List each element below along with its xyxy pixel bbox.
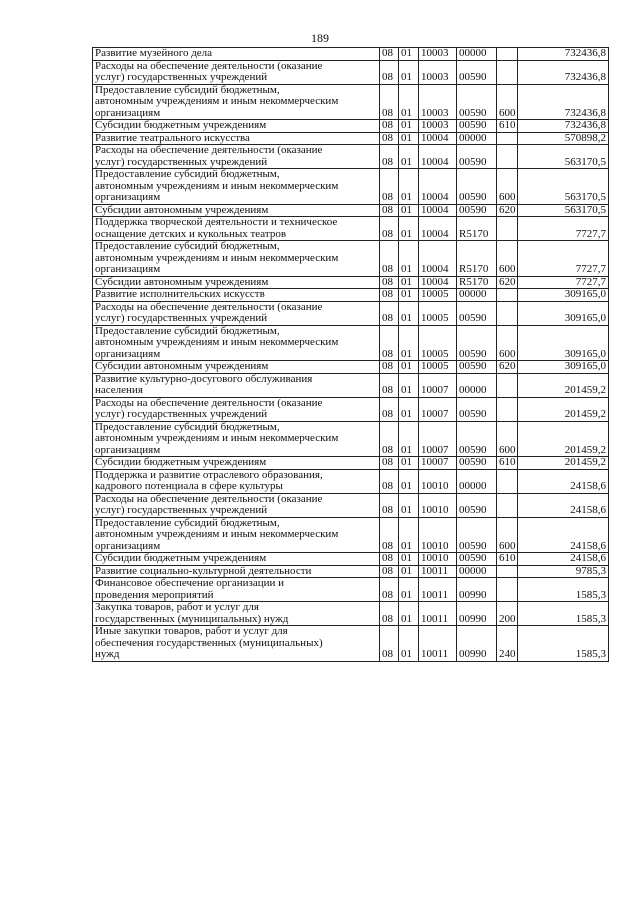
expense-type-code-cell: 620 [497, 204, 518, 217]
expense-name-cell [93, 289, 380, 302]
expense-name-line: организациям [95, 107, 161, 119]
target-article-direction-cell: 00990 [457, 578, 497, 602]
expense-type-code-cell: 620 [497, 276, 518, 289]
expense-type-code-cell [497, 397, 518, 421]
amount-cell: 1585,3 [518, 626, 609, 662]
expense-name-line: организациям [95, 348, 161, 360]
expense-name-line: Развитие культурно-досугового обслуживания [95, 373, 313, 385]
target-article-program-cell: 10004 [419, 132, 457, 145]
target-article-direction-cell: R5170 [457, 241, 497, 277]
target-article-direction-cell: 00590 [457, 517, 497, 553]
expense-name-line: автономным учреждениям и иным некоммерческим [95, 180, 339, 192]
expense-name-line: Расходы на обеспечение деятельности (оказание [95, 397, 323, 409]
table-row [93, 169, 609, 205]
section-code-cell: 08 [380, 120, 399, 133]
target-article-direction-cell: 00590 [457, 397, 497, 421]
section-code-cell: 08 [380, 60, 399, 84]
expense-type-code-cell: 600 [497, 169, 518, 205]
table-row [93, 301, 609, 325]
expense-name-cell [93, 565, 380, 578]
subsection-code-cell: 01 [399, 301, 419, 325]
section-code-cell: 08 [380, 301, 399, 325]
target-article-direction-cell: 00590 [457, 553, 497, 566]
expense-name-line: Субсидии автономным учреждениям [95, 276, 269, 288]
expense-name-line: автономным учреждениям и иным некоммерческим [95, 252, 339, 264]
target-article-program-cell: 10003 [419, 60, 457, 84]
expense-name-line: автономным учреждениям и иным некоммерческим [95, 529, 339, 540]
section-code-cell: 08 [380, 204, 399, 217]
amount-cell: 732436,8 [518, 84, 609, 120]
target-article-direction-cell: 00000 [457, 289, 497, 302]
table-row [93, 517, 609, 553]
target-article-direction-cell: 00000 [457, 132, 497, 145]
target-article-program-cell: 10010 [419, 469, 457, 493]
target-article-direction-cell: 00000 [457, 373, 497, 397]
section-code-cell: 08 [380, 469, 399, 493]
expense-name-cell [93, 169, 380, 205]
target-article-direction-cell: 00990 [457, 602, 497, 626]
table-row [93, 48, 609, 61]
table-row [93, 457, 609, 470]
target-article-direction-cell: 00590 [457, 84, 497, 120]
expense-name-cell [93, 361, 380, 374]
expense-name-cell [93, 301, 380, 325]
table-row [93, 120, 609, 133]
table-row [93, 241, 609, 277]
expense-name-line: Субсидии автономным учреждениям [95, 361, 269, 372]
expense-name-cell [93, 276, 380, 289]
expense-name-line: организациям [95, 192, 161, 203]
expense-name-line: Предоставление субсидий бюджетным, [95, 84, 280, 96]
expense-type-code-cell [497, 469, 518, 493]
expense-name-line: услуг) государственных учреждений [95, 505, 268, 516]
subsection-code-cell: 01 [399, 361, 419, 374]
expense-type-code-cell [497, 565, 518, 578]
table-row [93, 565, 609, 578]
target-article-program-cell: 10007 [419, 373, 457, 397]
expense-name-cell [93, 217, 380, 241]
subsection-code-cell: 01 [399, 120, 419, 133]
expense-name-line: Расходы на обеспечение деятельности (оказание [95, 493, 323, 505]
target-article-program-cell: 10010 [419, 553, 457, 566]
target-article-program-cell: 10005 [419, 289, 457, 302]
expense-name-cell [93, 626, 380, 662]
target-article-program-cell: 10007 [419, 457, 457, 470]
target-article-program-cell: 10010 [419, 517, 457, 553]
table-row [93, 493, 609, 517]
target-article-program-cell: 10004 [419, 276, 457, 289]
amount-cell: 201459,2 [518, 373, 609, 397]
target-article-program-cell: 10003 [419, 120, 457, 133]
table-row [93, 217, 609, 241]
expense-type-code-cell: 200 [497, 602, 518, 626]
target-article-program-cell: 10004 [419, 204, 457, 217]
target-article-program-cell: 10004 [419, 145, 457, 169]
subsection-code-cell: 01 [399, 626, 419, 662]
section-code-cell: 08 [380, 373, 399, 397]
expense-type-code-cell: 240 [497, 626, 518, 662]
target-article-program-cell: 10005 [419, 301, 457, 325]
amount-cell: 732436,8 [518, 48, 609, 61]
expense-type-code-cell: 610 [497, 120, 518, 133]
table-row [93, 373, 609, 397]
expense-name-cell [93, 397, 380, 421]
expense-type-code-cell [497, 132, 518, 145]
expense-name-line: услуг) государственных учреждений [95, 313, 268, 324]
subsection-code-cell: 01 [399, 276, 419, 289]
amount-cell: 570898,2 [518, 132, 609, 145]
expense-name-cell [93, 553, 380, 566]
amount-cell: 201459,2 [518, 457, 609, 470]
expense-name-cell [93, 602, 380, 626]
expense-name-cell [93, 493, 380, 517]
expense-type-code-cell [497, 145, 518, 169]
target-article-direction-cell: 00000 [457, 565, 497, 578]
expense-name-line: Субсидии автономным учреждениям [95, 204, 269, 216]
table-row [93, 204, 609, 217]
expense-name-line: Поддержка творческой деятельности и техническое [95, 217, 338, 228]
target-article-direction-cell: 00590 [457, 204, 497, 217]
expense-name-line: Расходы на обеспечение деятельности (оказание [95, 301, 323, 313]
amount-cell: 563170,5 [518, 204, 609, 217]
expense-name-cell [93, 421, 380, 457]
target-article-direction-cell: 00590 [457, 493, 497, 517]
expense-name-line: оснащение детских и кукольных театров [95, 228, 287, 240]
expense-name-line: Развитие исполнительских искусств [95, 289, 265, 300]
expense-name-cell [93, 204, 380, 217]
expense-name-line: Иные закупки товаров, работ и услуг для [95, 626, 288, 637]
amount-cell: 24158,6 [518, 469, 609, 493]
target-article-direction-cell: 00590 [457, 120, 497, 133]
subsection-code-cell: 01 [399, 169, 419, 205]
expense-name-line: Предоставление субсидий бюджетным, [95, 421, 280, 433]
subsection-code-cell: 01 [399, 469, 419, 493]
amount-cell: 309165,0 [518, 325, 609, 361]
expense-name-line: Предоставление субсидий бюджетным, [95, 169, 280, 180]
table-row [93, 325, 609, 361]
expense-name-cell [93, 84, 380, 120]
section-code-cell: 08 [380, 397, 399, 421]
table-row [93, 421, 609, 457]
target-article-direction-cell: 00590 [457, 361, 497, 374]
expense-name-line: Предоставление субсидий бюджетным, [95, 325, 280, 337]
target-article-direction-cell: R5170 [457, 276, 497, 289]
expense-name-cell [93, 469, 380, 493]
subsection-code-cell: 01 [399, 132, 419, 145]
expense-name-line: нужд [95, 649, 120, 660]
amount-cell: 1585,3 [518, 602, 609, 626]
expense-type-code-cell [497, 217, 518, 241]
amount-cell: 309165,0 [518, 301, 609, 325]
table-row [93, 361, 609, 374]
expense-name-line: населения [95, 385, 143, 396]
expense-name-line: Поддержка и развитие отраслевого образования, [95, 469, 323, 481]
section-code-cell: 08 [380, 626, 399, 662]
subsection-code-cell: 01 [399, 145, 419, 169]
table-row [93, 626, 609, 662]
page-number: 189 [311, 31, 329, 45]
target-article-program-cell: 10010 [419, 493, 457, 517]
amount-cell: 7727,7 [518, 276, 609, 289]
expense-name-line: организациям [95, 540, 161, 552]
section-code-cell: 08 [380, 565, 399, 578]
expense-name-line: Субсидии бюджетным учреждениям [95, 457, 267, 468]
target-article-program-cell: 10011 [419, 578, 457, 602]
section-code-cell: 08 [380, 457, 399, 470]
subsection-code-cell: 01 [399, 397, 419, 421]
target-article-direction-cell: 00590 [457, 169, 497, 205]
target-article-program-cell: 10007 [419, 397, 457, 421]
subsection-code-cell: 01 [399, 241, 419, 277]
expense-name-line: Развитие театрального искусства [95, 132, 250, 144]
subsection-code-cell: 01 [399, 373, 419, 397]
section-code-cell: 08 [380, 421, 399, 457]
expense-type-code-cell: 620 [497, 361, 518, 374]
amount-cell: 1585,3 [518, 578, 609, 602]
target-article-program-cell: 10004 [419, 217, 457, 241]
expense-name-line: Расходы на обеспечение деятельности (оказание [95, 145, 323, 156]
subsection-code-cell: 01 [399, 553, 419, 566]
table-row [93, 132, 609, 145]
amount-cell: 309165,0 [518, 361, 609, 374]
table-row [93, 602, 609, 626]
budget-table [92, 47, 609, 662]
expense-name-line: Предоставление субсидий бюджетным, [95, 241, 280, 252]
subsection-code-cell: 01 [399, 217, 419, 241]
target-article-direction-cell: 00590 [457, 145, 497, 169]
expense-name-cell [93, 48, 380, 61]
section-code-cell: 08 [380, 169, 399, 205]
section-code-cell: 08 [380, 578, 399, 602]
amount-cell: 24158,6 [518, 493, 609, 517]
amount-cell: 201459,2 [518, 421, 609, 457]
section-code-cell: 08 [380, 84, 399, 120]
amount-cell: 24158,6 [518, 553, 609, 566]
amount-cell: 732436,8 [518, 120, 609, 133]
budget-table-body [93, 48, 609, 662]
table-row [93, 60, 609, 84]
expense-name-line: обеспечения государственных (муниципальных) [95, 637, 323, 649]
expense-name-cell [93, 120, 380, 133]
target-article-program-cell: 10005 [419, 325, 457, 361]
section-code-cell: 08 [380, 217, 399, 241]
expense-name-line: Расходы на обеспечение деятельности (оказание [95, 60, 323, 72]
section-code-cell: 08 [380, 276, 399, 289]
expense-name-line: государственных (муниципальных) нужд [95, 613, 289, 625]
amount-cell: 7727,7 [518, 217, 609, 241]
target-article-direction-cell: 00000 [457, 469, 497, 493]
expense-type-code-cell [497, 289, 518, 302]
expense-type-code-cell [497, 60, 518, 84]
subsection-code-cell: 01 [399, 602, 419, 626]
amount-cell: 7727,7 [518, 241, 609, 277]
expense-type-code-cell: 610 [497, 457, 518, 470]
subsection-code-cell: 01 [399, 84, 419, 120]
subsection-code-cell: 01 [399, 421, 419, 457]
target-article-direction-cell: 00990 [457, 626, 497, 662]
target-article-program-cell: 10011 [419, 602, 457, 626]
expense-name-line: услуг) государственных учреждений [95, 409, 268, 420]
target-article-program-cell: 10007 [419, 421, 457, 457]
expense-name-cell [93, 241, 380, 277]
expense-type-code-cell [497, 301, 518, 325]
section-code-cell: 08 [380, 132, 399, 145]
expense-type-code-cell: 600 [497, 241, 518, 277]
expense-type-code-cell: 600 [497, 421, 518, 457]
expense-name-line: услуг) государственных учреждений [95, 72, 268, 83]
expense-name-line: автономным учреждениям и иным некоммерческим [95, 337, 339, 348]
table-row [93, 145, 609, 169]
expense-name-line: автономным учреждениям и иным некоммерческим [95, 433, 339, 444]
subsection-code-cell: 01 [399, 60, 419, 84]
expense-name-line: Субсидии бюджетным учреждениям [95, 120, 267, 131]
subsection-code-cell: 01 [399, 565, 419, 578]
target-article-direction-cell: 00590 [457, 301, 497, 325]
subsection-code-cell: 01 [399, 493, 419, 517]
expense-type-code-cell [497, 578, 518, 602]
expense-name-line: Предоставление субсидий бюджетным, [95, 517, 280, 529]
section-code-cell: 08 [380, 602, 399, 626]
subsection-code-cell: 01 [399, 457, 419, 470]
expense-name-cell [93, 373, 380, 397]
target-article-direction-cell: 00590 [457, 325, 497, 361]
expense-name-cell [93, 578, 380, 602]
subsection-code-cell: 01 [399, 517, 419, 553]
amount-cell: 9785,3 [518, 565, 609, 578]
expense-type-code-cell: 600 [497, 517, 518, 553]
table-row [93, 553, 609, 566]
table-row [93, 397, 609, 421]
expense-type-code-cell [497, 48, 518, 61]
expense-name-line: проведения мероприятий [95, 589, 214, 601]
table-row [93, 578, 609, 602]
section-code-cell: 08 [380, 553, 399, 566]
target-article-program-cell: 10011 [419, 565, 457, 578]
expense-name-cell [93, 325, 380, 361]
expense-type-code-cell [497, 493, 518, 517]
amount-cell: 732436,8 [518, 60, 609, 84]
amount-cell: 201459,2 [518, 397, 609, 421]
expense-type-code-cell: 600 [497, 84, 518, 120]
expense-name-line: организациям [95, 444, 161, 456]
expense-type-code-cell: 600 [497, 325, 518, 361]
expense-name-line: Развитие социально-культурной деятельности [95, 565, 312, 577]
section-code-cell: 08 [380, 48, 399, 61]
expense-name-cell [93, 60, 380, 84]
target-article-direction-cell: 00000 [457, 48, 497, 61]
expense-type-code-cell: 610 [497, 553, 518, 566]
section-code-cell: 08 [380, 145, 399, 169]
expense-name-cell [93, 132, 380, 145]
expense-name-line: услуг) государственных учреждений [95, 156, 268, 168]
table-row [93, 469, 609, 493]
section-code-cell: 08 [380, 325, 399, 361]
amount-cell: 24158,6 [518, 517, 609, 553]
table-row [93, 84, 609, 120]
section-code-cell: 08 [380, 361, 399, 374]
amount-cell: 563170,5 [518, 145, 609, 169]
expense-name-line: автономным учреждениям и иным некоммерческим [95, 96, 339, 107]
expense-name-cell [93, 457, 380, 470]
section-code-cell: 08 [380, 289, 399, 302]
expense-name-line: Закупка товаров, работ и услуг для [95, 602, 259, 613]
section-code-cell: 08 [380, 241, 399, 277]
expense-type-code-cell [497, 373, 518, 397]
section-code-cell: 08 [380, 517, 399, 553]
target-article-program-cell: 10004 [419, 169, 457, 205]
expense-name-line: Развитие музейного дела [95, 48, 213, 59]
expense-name-line: Финансовое обеспечение организации и [95, 578, 284, 589]
section-code-cell: 08 [380, 493, 399, 517]
table-row [93, 289, 609, 302]
target-article-program-cell: 10004 [419, 241, 457, 277]
amount-cell: 309165,0 [518, 289, 609, 302]
amount-cell: 563170,5 [518, 169, 609, 205]
subsection-code-cell: 01 [399, 48, 419, 61]
subsection-code-cell: 01 [399, 289, 419, 302]
subsection-code-cell: 01 [399, 325, 419, 361]
expense-name-line: Субсидии бюджетным учреждениям [95, 553, 267, 564]
expense-name-line: кадрового потенциала в сфере культуры [95, 481, 283, 492]
target-article-program-cell: 10005 [419, 361, 457, 374]
table-row [93, 276, 609, 289]
subsection-code-cell: 01 [399, 578, 419, 602]
target-article-program-cell: 10003 [419, 48, 457, 61]
subsection-code-cell: 01 [399, 204, 419, 217]
target-article-direction-cell: 00590 [457, 60, 497, 84]
target-article-direction-cell: 00590 [457, 421, 497, 457]
target-article-program-cell: 10003 [419, 84, 457, 120]
expense-name-cell [93, 517, 380, 553]
target-article-direction-cell: R5170 [457, 217, 497, 241]
expense-name-line: организациям [95, 264, 161, 275]
expense-name-cell [93, 145, 380, 169]
target-article-program-cell: 10011 [419, 626, 457, 662]
target-article-direction-cell: 00590 [457, 457, 497, 470]
